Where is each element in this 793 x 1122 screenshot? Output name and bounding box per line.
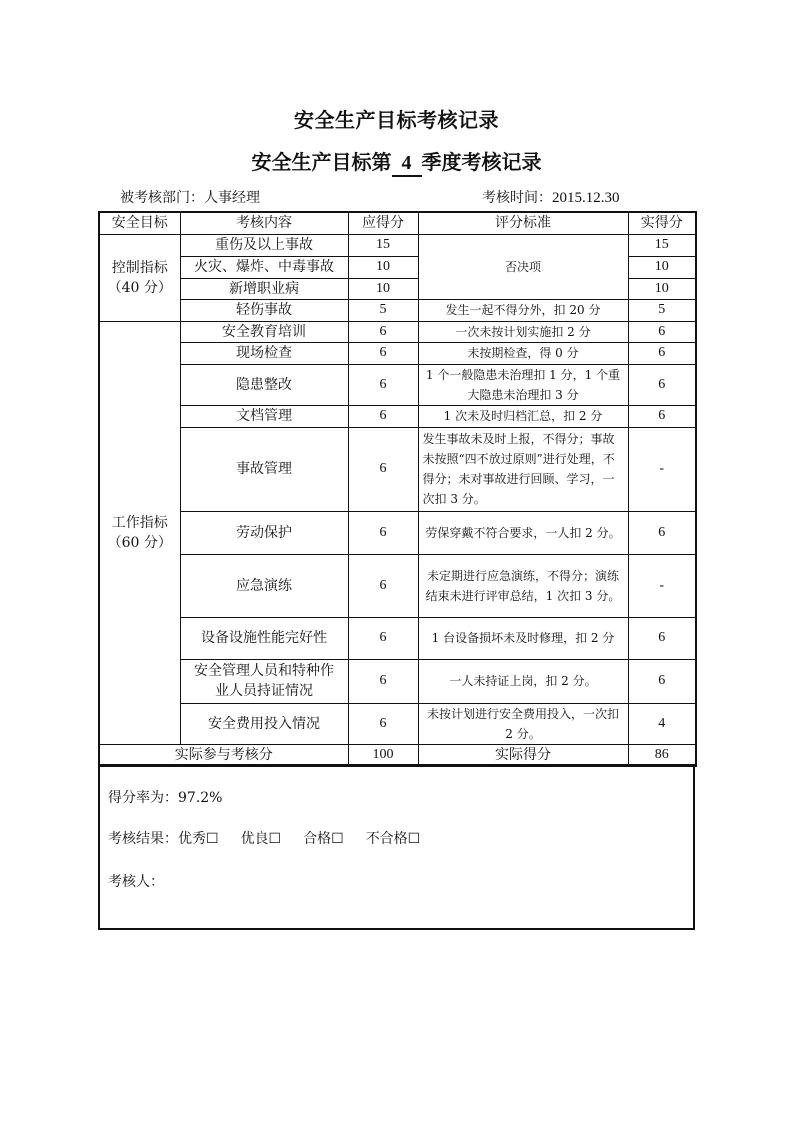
quarter-number: 4	[392, 152, 422, 177]
table-row	[99, 703, 696, 744]
subtitle-prefix: 安全生产目标第	[251, 150, 392, 174]
standard-cell: 发生一起不得分外，扣 20 分	[418, 299, 628, 321]
max-score-cell: 6	[348, 703, 418, 744]
actual-score-cell: 4	[628, 703, 696, 744]
actual-score-cell: 6	[628, 342, 696, 364]
header-cell: 应得分	[348, 212, 418, 234]
item-cell: 现场检查	[180, 342, 348, 364]
table-row	[99, 342, 696, 364]
total-actual-score: 86	[628, 744, 696, 766]
actual-score-cell: 6	[628, 364, 696, 405]
group-name: 控制指标	[111, 259, 168, 276]
result-option-pass[interactable]: 合格☐	[303, 831, 344, 847]
table-row	[99, 299, 696, 321]
item-cell: 安全教育培训	[180, 321, 348, 342]
actual-score-cell: -	[628, 554, 696, 617]
group-name: 工作指标	[111, 514, 168, 531]
actual-score-cell: -	[628, 427, 696, 511]
item-cell: 安全管理人员和特种作业人员持证情况	[180, 659, 348, 703]
max-score-cell: 6	[348, 511, 418, 554]
max-score-cell: 10	[348, 278, 418, 299]
max-score-cell: 6	[348, 554, 418, 617]
header-cell: 安全目标	[99, 212, 180, 234]
item-cell: 重伤及以上事故	[180, 234, 348, 256]
standard-cell: 未按计划进行安全费用投入，一次扣 2 分。	[418, 703, 628, 744]
item-cell: 文档管理	[180, 405, 348, 427]
item-cell: 劳动保护	[180, 511, 348, 554]
table-row	[99, 234, 696, 256]
table-row	[99, 617, 696, 659]
standard-cell: 否决项	[418, 234, 628, 299]
document-subtitle	[0, 146, 793, 177]
result-line	[108, 828, 442, 848]
item-cell: 轻伤事故	[180, 299, 348, 321]
item-cell: 火灾、爆炸、中毒事故	[180, 256, 348, 278]
max-score-cell: 10	[348, 256, 418, 278]
group-cell-work	[99, 321, 180, 744]
max-score-cell: 6	[348, 427, 418, 511]
standard-cell: 发生事故未及时上报，不得分；事故未按照“四不放过原则”进行处理，不得分；未对事故进行回顾、学习，一次扣 3 分。	[418, 427, 628, 511]
standard-cell: 1 台设备损坏未及时修理，扣 2 分	[418, 617, 628, 659]
actual-score-cell: 6	[628, 659, 696, 703]
table-row	[99, 405, 696, 427]
actual-score-cell: 15	[628, 234, 696, 256]
standard-cell: 未定期进行应急演练，不得分；演练结束未进行评审总结，1 次扣 3 分。	[418, 554, 628, 617]
group-points: （40 分）	[107, 279, 172, 296]
document-title: 安全生产目标考核记录	[294, 108, 499, 132]
score-rate-label: 得分率为：	[108, 790, 178, 806]
standard-cell: 未按期检查，得 0 分	[418, 342, 628, 364]
table-row	[99, 427, 696, 511]
actual-score-cell: 10	[628, 278, 696, 299]
max-score-cell: 6	[348, 321, 418, 342]
header-cell: 评分标准	[418, 212, 628, 234]
time-value: 2015.12.30	[552, 190, 620, 206]
assessor-line	[108, 871, 164, 891]
actual-score-cell: 6	[628, 405, 696, 427]
total-row	[99, 744, 696, 766]
table-row	[99, 659, 696, 703]
actual-score-cell: 6	[628, 321, 696, 342]
total-label: 实际参与考核分	[99, 744, 348, 766]
subtitle-suffix: 季度考核记录	[421, 150, 542, 174]
actual-score-label: 实际得分	[418, 744, 628, 766]
max-score-cell: 6	[348, 405, 418, 427]
total-max-score: 100	[348, 744, 418, 766]
item-cell: 新增职业病	[180, 278, 348, 299]
standard-cell: 劳保穿戴不符合要求，一人扣 2 分。	[418, 511, 628, 554]
max-score-cell: 15	[348, 234, 418, 256]
score-rate-value: 97.2%	[178, 790, 223, 806]
max-score-cell: 6	[348, 342, 418, 364]
max-score-cell: 6	[348, 659, 418, 703]
assessment-time-field	[482, 187, 620, 207]
department-label: 被考核部门：	[120, 190, 204, 206]
department-field	[120, 187, 260, 207]
actual-score-cell: 5	[628, 299, 696, 321]
item-cell: 安全费用投入情况	[180, 703, 348, 744]
result-option-excellent[interactable]: 优秀☐	[178, 831, 219, 847]
table-row	[99, 511, 696, 554]
group-points: （60 分）	[107, 534, 172, 551]
table-row	[99, 364, 696, 405]
table-row	[99, 554, 696, 617]
group-cell-control	[99, 234, 180, 321]
standard-cell: 一人未持证上岗，扣 2 分。	[418, 659, 628, 703]
result-label: 考核结果：	[108, 831, 178, 847]
table-row	[99, 321, 696, 342]
assessment-table	[98, 211, 697, 767]
actual-score-cell: 6	[628, 511, 696, 554]
summary-section	[98, 764, 695, 930]
table-header-row	[99, 212, 696, 234]
result-option-good[interactable]: 优良☐	[240, 831, 282, 847]
standard-cell: 1 个一般隐患未治理扣 1 分，1 个重大隐患未治理扣 3 分	[418, 364, 628, 405]
header-cell: 考核内容	[180, 212, 348, 234]
item-cell: 隐患整改	[180, 364, 348, 405]
standard-cell: 一次未按计划实施扣 2 分	[418, 321, 628, 342]
item-cell: 设备设施性能完好性	[180, 617, 348, 659]
item-cell: 应急演练	[180, 554, 348, 617]
assessor-label: 考核人：	[108, 874, 164, 890]
actual-score-cell: 6	[628, 617, 696, 659]
header-cell: 实得分	[628, 212, 696, 234]
standard-cell: 1 次未及时归档汇总，扣 2 分	[418, 405, 628, 427]
time-label: 考核时间：	[482, 190, 552, 206]
item-cell: 事故管理	[180, 427, 348, 511]
department-value: 人事经理	[204, 190, 260, 206]
max-score-cell: 6	[348, 364, 418, 405]
result-option-fail[interactable]: 不合格☐	[365, 831, 421, 847]
max-score-cell: 6	[348, 617, 418, 659]
score-rate-line	[108, 787, 222, 807]
actual-score-cell: 10	[628, 256, 696, 278]
max-score-cell: 5	[348, 299, 418, 321]
